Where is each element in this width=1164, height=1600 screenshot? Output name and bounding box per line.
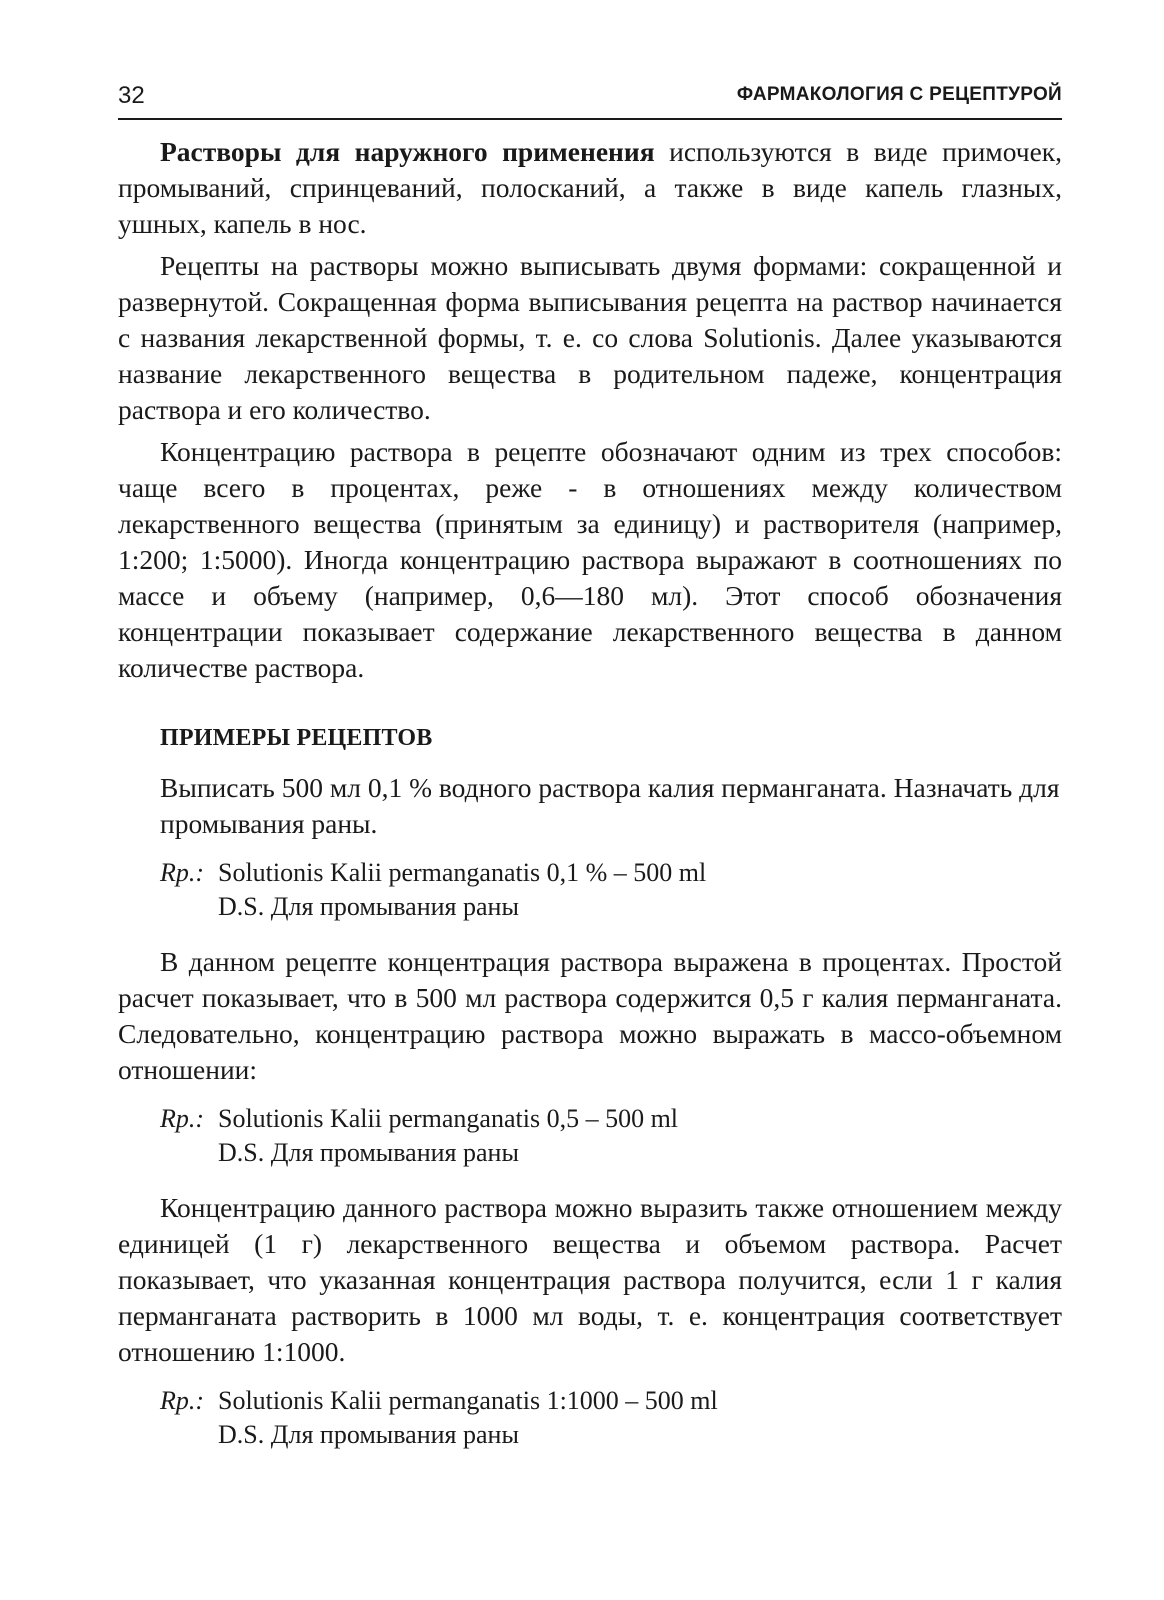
page-body xyxy=(118,134,1062,1472)
recipe-text: Solutionis Kalii permanganatis 1:1000 – 500 ml xyxy=(218,1386,718,1415)
running-title: ФАРМАКОЛОГИЯ С РЕЦЕПТУРОЙ xyxy=(736,84,1062,105)
section-heading: ПРИМЕРЫ РЕЦЕПТОВ xyxy=(160,725,433,751)
recipe-ds: D.S. Для промывания раны xyxy=(218,892,519,921)
page-header xyxy=(118,76,1062,120)
paragraph-percent-explanation: В данном рецепте концентрация раствора выражена в процентах. Простой расчет показывает, что в 500 мл раствора содержится 0,5 г калия перманганата. Следовательно, концентрацию раствора можно выражать в массо-объемном отношении: xyxy=(118,946,1062,1085)
recipe-example-1 xyxy=(160,856,1062,924)
bold-term: Растворы для наружного применения xyxy=(160,136,655,167)
recipe-line xyxy=(160,1102,1062,1136)
paragraph-prescription-forms: Рецепты на растворы можно выписывать двумя формами: сокращенной и развернутой. Сокращенная форма выписывания рецепта на раствор начинается с названия лекарственной формы, т. е. со слова Solutionis. Далее указываются название лекарственного вещества в родительном падеже, концентрация раствора и его количество. xyxy=(118,250,1062,425)
recipe-text: Solutionis Kalii permanganatis 0,5 – 500 ml xyxy=(218,1104,679,1133)
recipe-text: Solutionis Kalii permanganatis 0,1 % – 500 ml xyxy=(218,858,707,887)
recipe-example-3 xyxy=(160,1384,1062,1452)
recipe-rp: Rp.: xyxy=(160,858,205,887)
task-statement: Выписать 500 мл 0,1 % водного раствора калия перманганата. Назначать для промывания раны. xyxy=(160,772,1060,839)
recipe-line xyxy=(160,1384,1062,1418)
recipe-rp: Rp.: xyxy=(160,1386,205,1415)
recipe-rp: Rp.: xyxy=(160,1104,205,1133)
recipe-example-2 xyxy=(160,1102,1062,1170)
recipe-line xyxy=(160,856,1062,890)
paragraph-external-solutions xyxy=(118,134,1062,242)
recipe-ds: D.S. Для промывания раны xyxy=(218,1420,519,1449)
paragraph-text: используются в виде примочек, промываний, спринцеваний, полосканий, а также в виде капель глазных, ушных, капель в нос. xyxy=(118,136,1063,239)
recipe-ds: D.S. Для промывания раны xyxy=(218,1138,519,1167)
paragraph-concentration-methods: Концентрацию раствора в рецепте обозначают одним из трех способов: чаще всего в процентах, реже - в отношениях между количеством лекарственного вещества (принятым за единицу) и растворителя (например, 1:200; 1:5000). Иногда концентрацию раствора выражают в соотношениях по массе и объему (например, 0,6—180 мл). Этот способ обозначения концентрации показывает содержание лекарственного вещества в данном количестве раствора. xyxy=(118,436,1062,683)
paragraph-ratio-explanation: Концентрацию данного раствора можно выразить также отношением между единицей (1 г) лекарственного вещества и объемом раствора. Расчет показывает, что указанная концентрация раствора получится, если 1 г калия перманганата растворить в 1000 мл воды, т. е. концентрация соответствует отношению 1:1000. xyxy=(118,1192,1062,1367)
page-number: 32 xyxy=(118,82,145,109)
